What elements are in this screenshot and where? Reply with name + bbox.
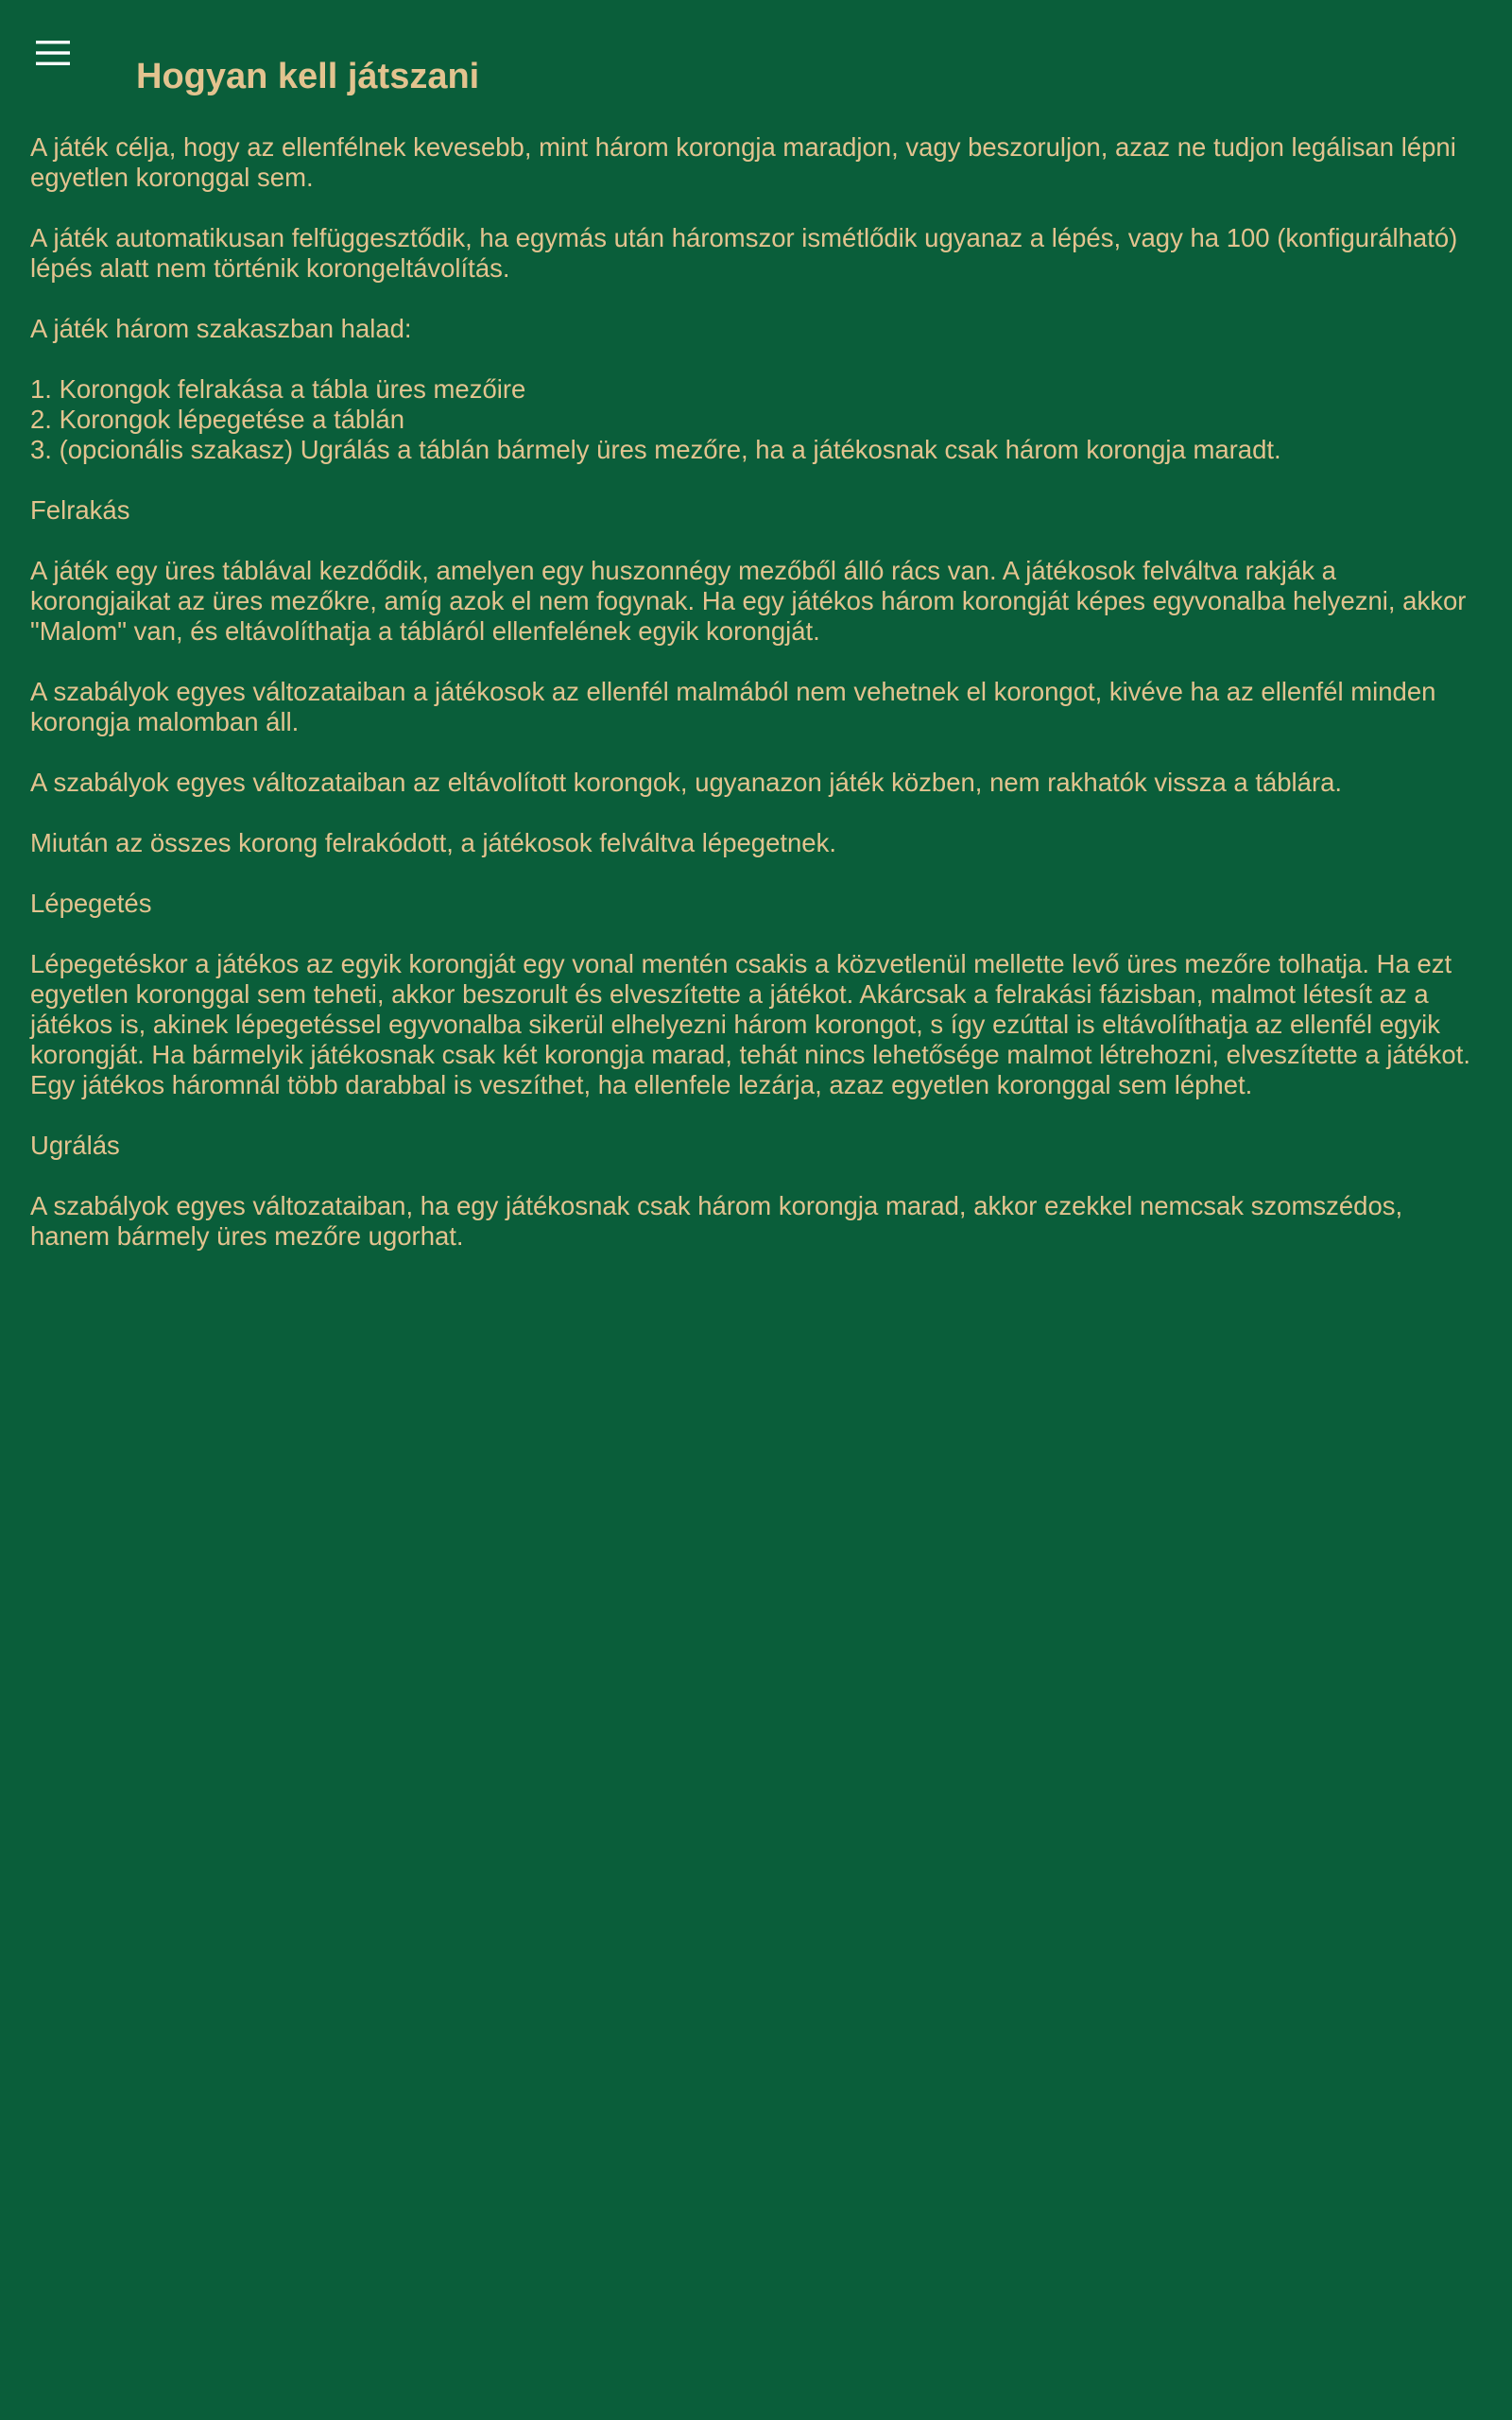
section-heading-flying: Ugrálás	[30, 1131, 120, 1160]
page-title: Hogyan kell játszani	[136, 57, 480, 97]
list-item: 2. Korongok lépegetése a táblán	[30, 405, 404, 434]
paragraph-phases-intro: A játék három szakaszban halad:	[30, 314, 412, 343]
how-to-play-content	[0, 106, 1512, 1252]
section-heading-moving: Lépegetés	[30, 889, 152, 918]
paragraph-mill-variant: A szabályok egyes változataiban a játékosok az ellenfél malmából nem vehetnek el korongot, kivéve ha az ellenfél minden korongja malomban áll.	[30, 677, 1436, 736]
list-item: 1. Korongok felrakása a tábla üres mezőire	[30, 374, 526, 404]
menu-button[interactable]	[23, 23, 83, 83]
paragraph-auto-suspend: A játék automatikusan felfüggesztődik, ha egymás után háromszor ismétlődik ugyanaz a lépés, vagy ha 100 (konfigurálható) lépés alatt nem történik korongeltávolítás.	[30, 223, 1458, 283]
app-bar	[0, 0, 1512, 106]
paragraph-removed-variant: A szabályok egyes változataiban az eltávolított korongok, ugyanazon játék közben, nem rakhatók vissza a táblára.	[30, 768, 1343, 797]
menu-icon	[34, 34, 72, 72]
section-heading-placing: Felrakás	[30, 495, 130, 525]
paragraph-moving: Lépegetéskor a játékos az egyik korongját egy vonal mentén csakis a közvetlenül mellette levő üres mezőre tolhatja. Ha ezt egyetlen koronggal sem teheti, akkor beszorult és elveszítette a játékot. Akárcsak a felrakási fázisban, malmot létesít az a játékos is, akinek lépegetéssel egyvonalba sikerül elhelyezni három korongot, s így ezúttal is eltávolíthatja az ellenfél egyik korongját. Ha bármelyik játékosnak csak két korongja marad, tehát nincs lehetősége malmot létrehozni, elveszítette a játékot. Egy játékos háromnál több darabbal is veszíthet, ha ellenfele lezárja, azaz egyetlen koronggal sem léphet.	[30, 949, 1470, 1099]
paragraph-after-placing: Miután az összes korong felrakódott, a játékosok felváltva lépegetnek.	[30, 828, 836, 857]
paragraph-placing: A játék egy üres táblával kezdődik, amelyen egy huszonnégy mezőből álló rács van. A játékosok felváltva rakják a korongjaikat az üres mezőkre, amíg azok el nem fogynak. Ha egy játékos három korongját képes egyvonalba helyezni, akkor "Malom" van, és eltávolíthatja a tábláról ellenfelének egyik korongját.	[30, 556, 1467, 646]
list-item: 3. (opcionális szakasz) Ugrálás a táblán bármely üres mezőre, ha a játékosnak csak három korongja maradt.	[30, 435, 1281, 464]
phases-list	[30, 374, 1482, 465]
paragraph-goal: A játék célja, hogy az ellenfélnek kevesebb, mint három korongja maradjon, vagy beszoruljon, azaz ne tudjon legálisan lépni egyetlen koronggal sem.	[30, 132, 1456, 192]
paragraph-flying: A szabályok egyes változataiban, ha egy játékosnak csak három korongja marad, akkor ezekkel nemcsak szomszédos, hanem bármely üres mezőre ugorhat.	[30, 1191, 1403, 1251]
